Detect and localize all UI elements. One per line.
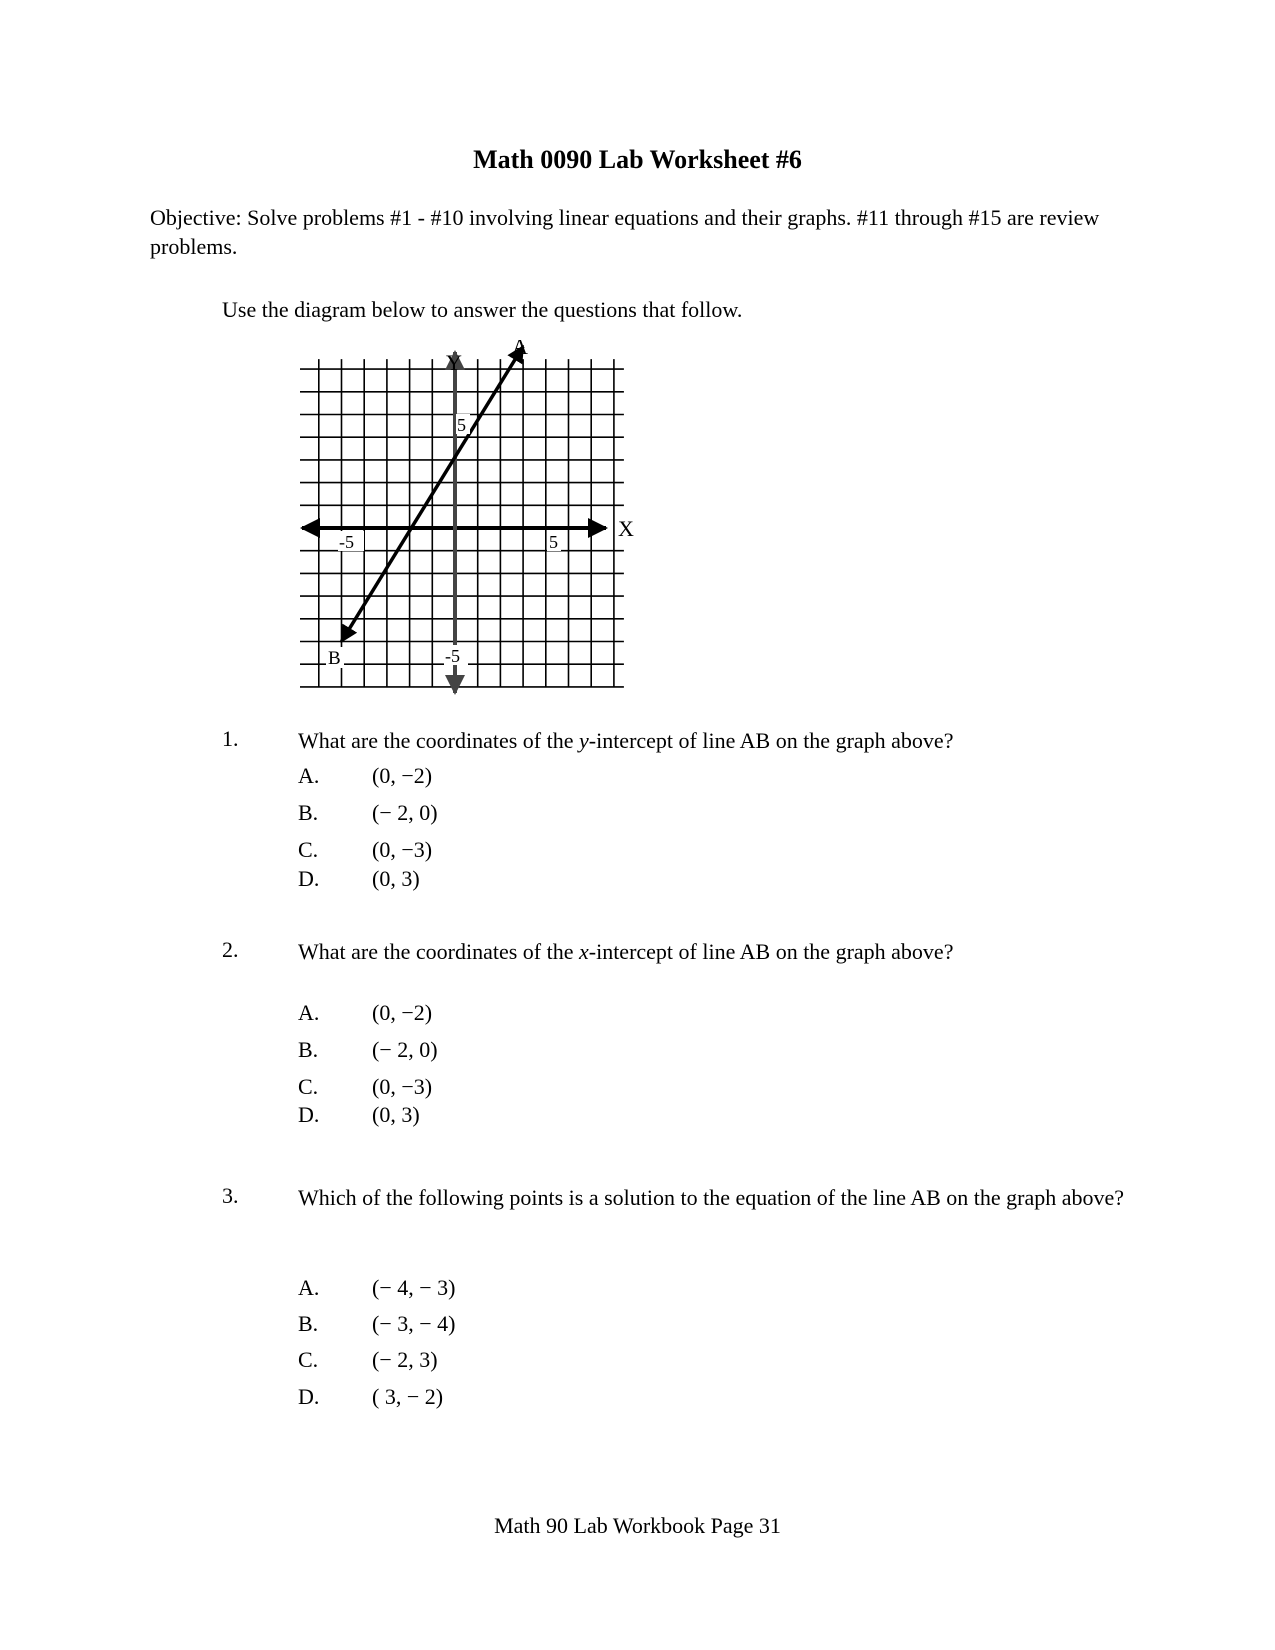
point-label-b: B (328, 648, 341, 669)
q2-choice-letter: D. (298, 1102, 320, 1127)
y-axis-label: Y (446, 350, 462, 375)
grid-lines (300, 359, 624, 687)
q3-choice-value: (− 2, 3) (372, 1347, 438, 1372)
q3-choice-letter: D. (298, 1384, 320, 1409)
q2-choice-letter: B. (298, 1037, 319, 1062)
q2-choice-value: (0, −2) (372, 1000, 433, 1025)
point-label-a: A (512, 340, 528, 359)
q2-choice-value: (0, 3) (372, 1102, 420, 1127)
tick-label-neg-y: -5 (445, 646, 460, 666)
q2-choice-letter: A. (298, 1000, 320, 1025)
question-1-number: 1. (222, 726, 239, 751)
q3-choice-value: ( 3, − 2) (372, 1384, 444, 1409)
question-2-number: 2. (222, 937, 239, 962)
question-2-text-before: What are the coordinates of the (298, 939, 579, 964)
question-3-text: Which of the following points is a solution to the equation of the line AB on the graph above? (298, 1185, 1125, 1210)
q1-choice-value: (0, −3) (372, 837, 433, 862)
q2-choice-value: (− 2, 0) (372, 1037, 438, 1062)
tick-label-neg-x: -5 (339, 532, 354, 552)
question-1-text-before: What are the coordinates of the (298, 728, 579, 753)
question-3-number: 3. (222, 1183, 239, 1208)
page-footer: Math 90 Lab Workbook Page 31 (494, 1513, 781, 1538)
q1-choice-letter: A. (298, 763, 320, 788)
question-1-text-after: -intercept of line AB on the graph above? (588, 728, 954, 753)
q3-choice-letter: B. (298, 1311, 319, 1336)
tick-label-pos-x: 5 (549, 532, 558, 552)
q1-choice-value: (− 2, 0) (372, 800, 438, 825)
q2-choice-letter: C. (298, 1074, 319, 1099)
q3-choice-letter: A. (298, 1275, 320, 1300)
question-2-text-after: -intercept of line AB on the graph above? (588, 939, 954, 964)
q3-choice-letter: C. (298, 1347, 319, 1372)
diagram-instruction: Use the diagram below to answer the questions that follow. (222, 297, 743, 322)
objective-text: Objective: Solve problems #1 - #10 involving linear equations and their graphs. #11 through #15 are review problems. (150, 205, 1100, 259)
q2-choice-value: (0, −3) (372, 1074, 433, 1099)
page-title: Math 0090 Lab Worksheet #6 (473, 145, 802, 174)
q3-choice-value: (− 4, − 3) (372, 1275, 456, 1300)
question-2-variable: x (578, 939, 589, 964)
x-axis-label: X (618, 516, 634, 541)
question-2-text (298, 937, 1128, 966)
question-1-variable: y (578, 728, 589, 753)
question-1-text (298, 726, 1128, 755)
tick-label-pos-y: 5 (457, 415, 466, 435)
q1-choice-letter: D. (298, 866, 320, 891)
coordinate-graph (300, 340, 640, 700)
q3-choice-value: (− 3, − 4) (372, 1311, 456, 1336)
q1-choice-letter: C. (298, 837, 319, 862)
q1-choice-letter: B. (298, 800, 319, 825)
q1-choice-value: (0, −2) (372, 763, 433, 788)
q1-choice-value: (0, 3) (372, 866, 420, 891)
